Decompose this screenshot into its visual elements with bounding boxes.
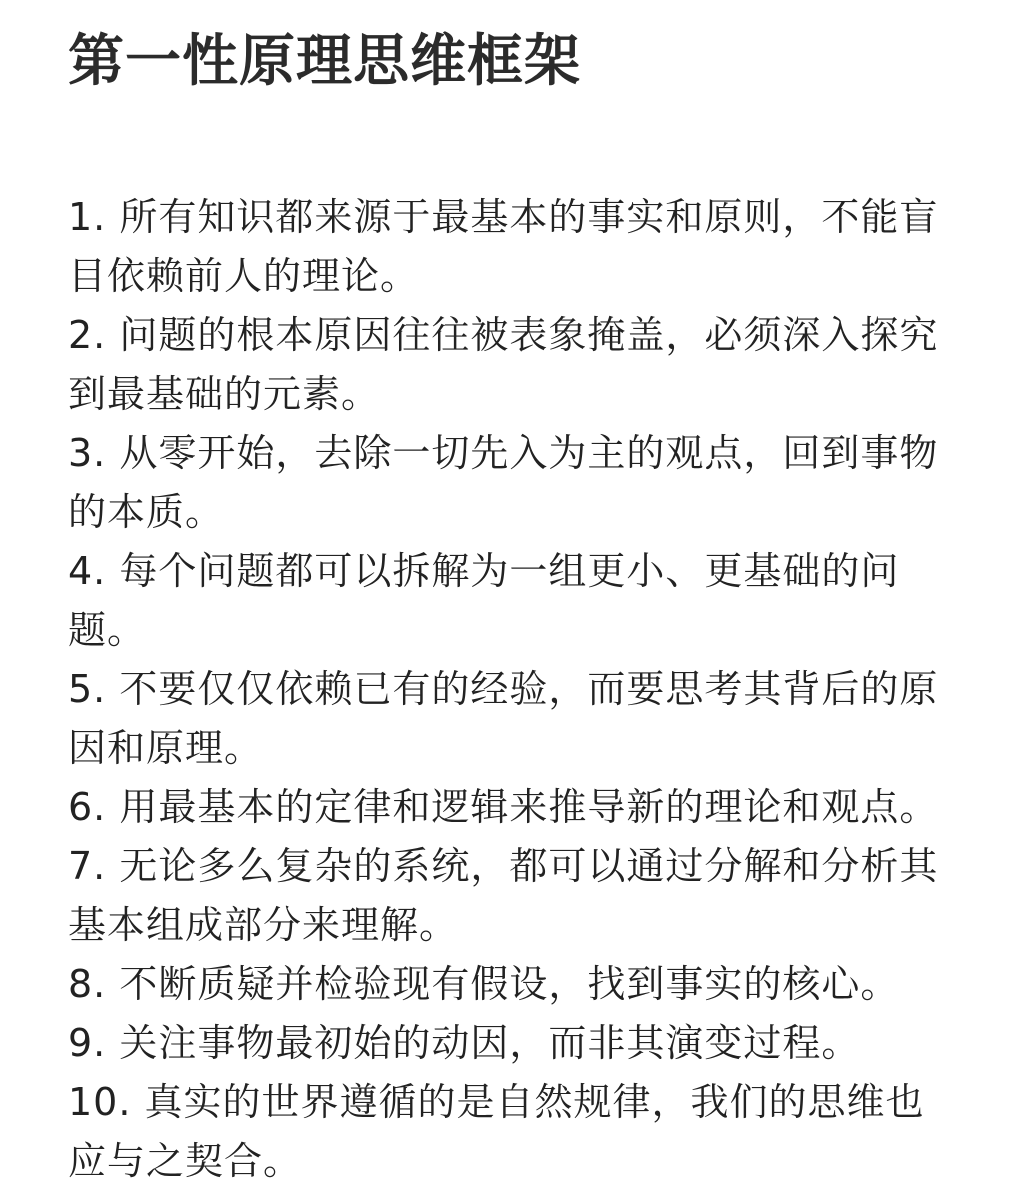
list-item	[68, 1073, 948, 1191]
list-item	[68, 1014, 948, 1073]
item-number: 1.	[68, 195, 107, 239]
list-item	[68, 424, 948, 542]
item-number: 4.	[68, 549, 107, 593]
item-number: 3.	[68, 431, 107, 475]
item-text: 不要仅仅依赖已有的经验，而要思考其背后的原因和原理。	[68, 667, 939, 770]
list-item	[68, 660, 948, 778]
principles-list	[68, 188, 948, 1191]
list-item	[68, 542, 948, 660]
list-item	[68, 188, 948, 306]
list-item	[68, 955, 948, 1014]
item-text: 不断质疑并检验现有假设，找到事实的核心。	[119, 962, 900, 1006]
item-number: 7.	[68, 844, 107, 888]
item-text: 无论多么复杂的系统，都可以通过分解和分析其基本组成部分来理解。	[68, 844, 939, 947]
item-text: 真实的世界遵循的是自然规律，我们的思维也应与之契合。	[68, 1080, 925, 1183]
item-number: 9.	[68, 1021, 107, 1065]
list-item	[68, 837, 948, 955]
item-text: 问题的根本原因往往被表象掩盖，必须深入探究到最基础的元素。	[68, 313, 939, 416]
item-number: 5.	[68, 667, 107, 711]
item-text: 关注事物最初始的动因，而非其演变过程。	[119, 1021, 861, 1065]
item-text: 从零开始，去除一切先入为主的观点，回到事物的本质。	[68, 431, 939, 534]
item-number: 8.	[68, 962, 107, 1006]
item-number: 10.	[68, 1080, 132, 1124]
page-title: 第一性原理思维框架	[68, 29, 581, 94]
list-item	[68, 306, 948, 424]
item-text: 用最基本的定律和逻辑来推导新的理论和观点。	[119, 785, 939, 829]
item-number: 6.	[68, 785, 107, 829]
item-text: 所有知识都来源于最基本的事实和原则，不能盲目依赖前人的理论。	[68, 195, 939, 298]
item-text: 每个问题都可以拆解为一组更小、更基础的问题。	[68, 549, 900, 652]
item-number: 2.	[68, 313, 107, 357]
list-item	[68, 778, 948, 837]
